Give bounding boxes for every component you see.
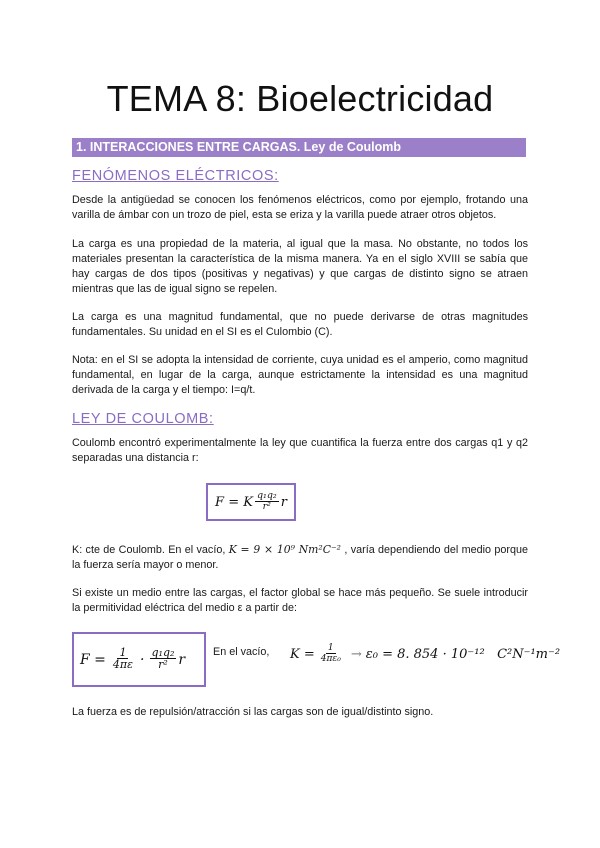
formula-permittivity-dot: · xyxy=(140,651,145,668)
k-value-formula: K = 9 × 10⁹ Nm²C⁻² xyxy=(228,543,341,556)
paragraph-coulomb-2 xyxy=(72,542,528,573)
paragraph-fenomenos-1: Desde la antigüedad se conocen los fenómenos eléctricos, como por ejemplo, frotando una varilla de ámbar con un trozo de piel, esta se eriza y la varilla puede atraer otros objetos. xyxy=(72,194,528,221)
formula-vacuum-rest: ε₀ = 8. 854 · 10⁻¹² C²N⁻¹m⁻² xyxy=(365,646,561,662)
k-description-start: K: cte de Coulomb. En el vacío, xyxy=(72,544,229,556)
paragraph-coulomb-3: Si existe un medio entre las cargas, el factor global se hace más pequeño. Se suele introducir la permitividad eléctrica del medio ε a partir de: xyxy=(72,587,528,614)
formula-coulomb-rhs: r xyxy=(280,494,287,510)
formula-permittivity-fraction-2 xyxy=(150,647,177,672)
paragraph-fenomenos-4: Nota: en el SI se adopta la intensidad de corriente, cuya unidad es el amperio, como magnitud fundamental, en lugar de la carga, aunque estrictamente la intensidad es una magnitud derivada de la carga y el tiempo: I=q/t. xyxy=(72,354,528,396)
formula-coulomb-fraction xyxy=(255,491,279,513)
formula-coulomb-numerator: q₁q₂ xyxy=(256,490,277,502)
subheading-fenomenos: FENÓMENOS ELÉCTRICOS: xyxy=(72,168,279,184)
formula-permittivity-denominator-2: r² xyxy=(158,658,168,672)
formula-coulomb-box xyxy=(206,483,296,521)
k-description-end: , varía dependiendo del medio porque la fuerza sería mayor o menor. xyxy=(72,544,528,571)
formula-permittivity-fraction-1 xyxy=(111,647,135,672)
formula-vacuum-fraction xyxy=(319,644,343,665)
formula-permittivity-numerator-2: q₁q₂ xyxy=(151,645,175,659)
formula-permittivity-lhs: F = xyxy=(80,651,106,668)
paragraph-fenomenos-3: La carga es una magnitud fundamental, que no puede derivarse de otras magnitudes fundamentales. Su unidad en el SI es el Culombio (C). xyxy=(72,311,528,338)
formula-permittivity-box xyxy=(72,632,206,687)
section-heading: 1. INTERACCIONES ENTRE CARGAS. Ley de Coulomb xyxy=(72,138,526,157)
formula-coulomb-lhs: F = K xyxy=(215,494,253,510)
formula-permittivity-rhs: r xyxy=(178,651,186,668)
formula-vacuum-lhs: K = xyxy=(290,646,315,662)
page-title: TEMA 8: Bioelectricidad xyxy=(106,78,494,119)
formula-permittivity-numerator-1: 1 xyxy=(119,645,127,659)
subheading-coulomb: LEY DE COULOMB: xyxy=(72,411,214,427)
paragraph-coulomb-4: La fuerza es de repulsión/atracción si las cargas son de igual/distinto signo. xyxy=(72,706,434,718)
formula-coulomb-denominator: r² xyxy=(262,501,271,513)
formula-vacuum-numerator: 1 xyxy=(327,642,334,653)
vacuum-label: En el vacío, xyxy=(213,646,270,658)
formula-vacuum-arrow: → xyxy=(350,646,362,662)
formula-permittivity-denominator-1: 4πε xyxy=(112,658,134,672)
paragraph-fenomenos-2: La carga es una propiedad de la materia, al igual que la masa. No obstante, no todos los materiales presentan la característica de la misma manera. Ya en el siglo XVIII se sabía que hay cargas de dos tipos (positivas y negativas) y que cargas de distinto signo se atraen mientras que las de igual signo se repelen. xyxy=(72,238,528,295)
paragraph-coulomb-1: Coulomb encontró experimentalmente la ley que cuantifica la fuerza entre dos cargas q1 y q2 separadas una distancia r: xyxy=(72,437,528,464)
formula-vacuum-denominator: 4πε₀ xyxy=(320,654,341,665)
formula-vacuum xyxy=(290,636,560,672)
